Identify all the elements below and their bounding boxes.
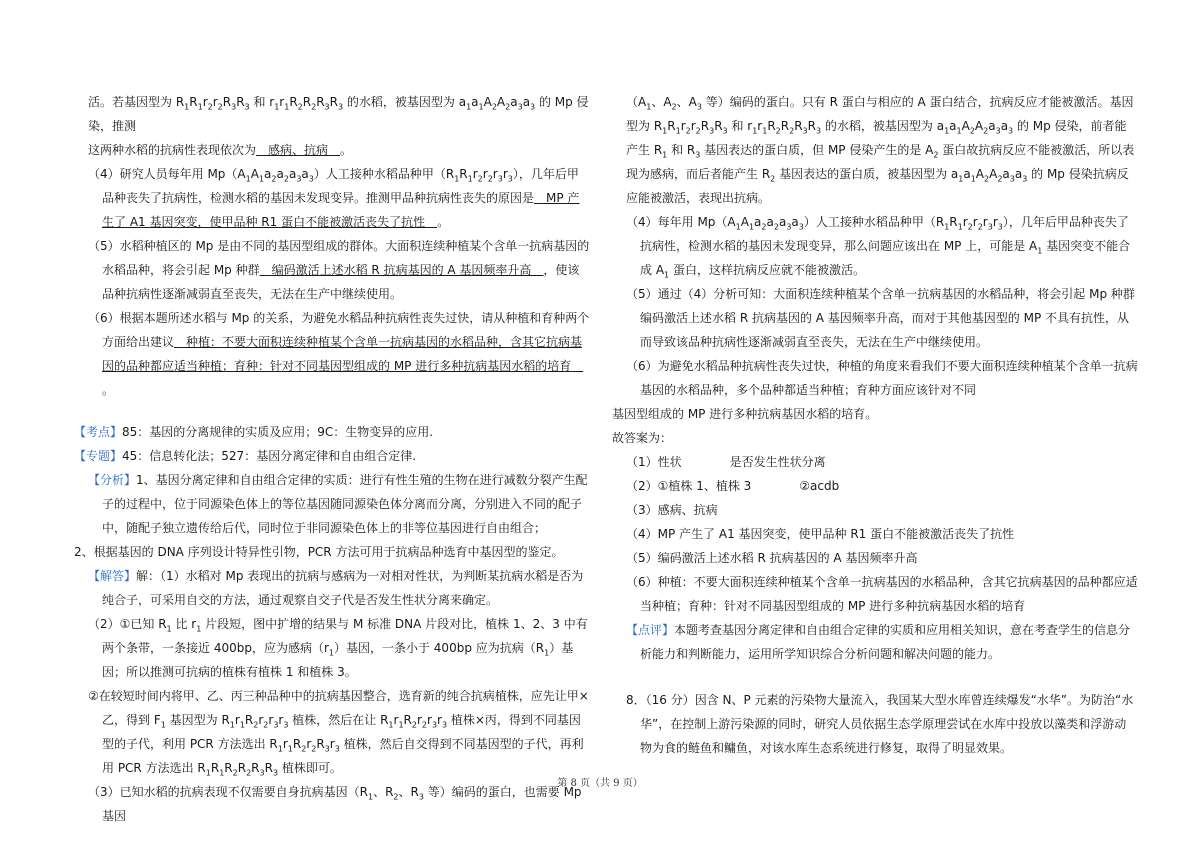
right-paragraph: 【点评】本题考查基因分离定律和自由组合定律的实质和应用相关知识，意在考查学生的信息分析能力和判断能力，运用所学知识综合分析问题和解决问题的能力。 — [626, 623, 1131, 661]
left-paragraph: 【分析】1、基因分离定律和自由组合定律的实质：进行有性生殖的生物在进行减数分裂产生配子的过程中，位于同源染色体上的等位基因随同源染色体分离而分离，分别进入不同的配子中，随配子独立遗传给后代，同时位于非同源染色体上的非等位基因进行自由组合； — [88, 473, 588, 535]
right-paragraph: （6）种植：不要大面积连续种植某个含单一抗病基因的水稻品种，含其它抗病基因的品种都应适当种植；育种：针对不同基因型组成的 MP 进行多种抗病基因水稻的培育 — [626, 575, 1138, 613]
right-column — [612, 90, 1138, 760]
left-paragraph: 活。若基因型为 $R_1R_1r_2r_2R_3R_3$ 和 $r_1r_1R_2R_2R_3R_3$ 的水稻，被基因型为 $a_1a_1A_2A_2a_3a_3$ 的 Mp 侵染，推测 — [88, 95, 589, 133]
right-paragraph: 故答案为： — [612, 431, 673, 445]
right-paragraph: （5）通过（4）分析可知：大面积连续种植某个含单一抗病基因的水稻品种，将会引起 Mp 种群编码激活上述水稻 R 抗病基因的 A 基因频率升高，而对于其他基因型的 MP 不具有抗性，从而导致该品种抗病性逐渐减弱直至丧失，无法在生产中继续使用。 — [626, 287, 1135, 349]
right-paragraph: （4）每年用 $Mp(A_1A_1a_2a_2a_3a_3)$人工接种水稻品种甲$(R_1R_1r_2r_2r_3r_3)$，几年后甲品种丧失了抗病性，检测水稻的基因未发现变异，那么问题应该出在 MP 上，可能是 $A_1$ 基因突变不能合成 $A_1$ 蛋白，这样抗病反应就不能被激活。 — [626, 215, 1131, 280]
right-paragraph: （$A_1$、$A_2$、$A_3$ 等）编码的蛋白。只有 R 蛋白与相应的 A 蛋白结合，抗病反应才能被激活。基因型为 $R_1R_1r_2r_2R_3R_3$ 和 $r_1r_1R_2R_2R_3R_3$ 的水稻，被基因型为 $a_1a_1A_2A_2a_3a_3$ 的 Mp 侵染，前者能产生 $R_1$ 和 $R_3$ 基因表达的蛋白质，但 MP 侵染产生的是 $A_2$ 蛋白故抗病反应不能被激活，所以表现为感病，而后者能产生 $R_2$ 基因表达的蛋白质，被基因型为 $a_1a_1A_2A_2a_3a_3$ 的 Mp 侵染抗病反应能被激活，表现出抗病。 — [626, 95, 1135, 205]
right-paragraph: （6）为避免水稻品种抗病性丧失过快，种植的角度来看我们不要大面积连续种植某个含单一抗病基因的水稻品种，多个品种都适当种植；育种方面应该针对不同 — [626, 359, 1138, 397]
left-paragraph: ②在较短时间内将甲、乙、丙三种品种中的抗病基因整合，选育新的纯合抗病植株，应先让甲×乙，得到 $F_1$ 基因型为 $R_1r_1R_2r_2r_3r_3$ 植株，然后在让 $R_1r_1R_2r_2r_3r_3$ 植株×丙，得到不同基因型的子代，利用 PCR 方法选出 $R_1r_1R_2r_2R_3r_3$ 植株，然后自交得到不同基因型的子代，再利用 PCR 方法选出 $R_1R_1R_2R_2R_3R_3$ 植株即可。 — [88, 689, 589, 778]
left-paragraph: （6）根据本题所述水稻与 Mp 的关系，为避免水稻品种抗病性丧失过快，请从种植和育种两个方面给出建议 种植：不要大面积连续种植某个含单一抗病基因的水稻品种，含其它抗病基因的品种都应适当种植；育种：针对不同基因型组成的 MP 进行多种抗病基因水稻的培育 。 — [88, 311, 590, 397]
left-paragraph: （4）研究人员每年用 $Mp(A_1A_1a_2a_2a_3a_3)$人工接种水稻品种甲$(R_1R_1r_2r_2r_3r_3)$，几年后甲品种丧失了抗病性，检测水稻的基因未发现变异。推测甲品种抗病性丧失的原因是 MP 产生了 A1 基因突变，使甲品种 R1 蛋白不能被激活丧失了抗性 。 — [88, 167, 580, 229]
page-footer: 第 8 页（共 9 页） — [557, 778, 643, 789]
right-paragraph — [612, 666, 1138, 688]
left-paragraph: 【考点】85：基因的分离规律的实质及应用；9C：生物变异的应用. — [74, 425, 434, 439]
left-paragraph: （2）①已知 $R_1$ 比 $r_1$ 片段短，图中扩增的结果与 M 标准 DNA 片段对比，植株 1、2、3 中有两个条带，一条接近 400bp，应为感病$(r_1)$基因，一条小于 400bp 应为抗病$(R_1)$基因；所以推测可抗病的植株有植株 1 和植株 3。 — [88, 617, 588, 679]
right-paragraph: （4）MP 产生了 A1 基因突变，使甲品种 R1 蛋白不能被激活丧失了抗性 — [626, 527, 1015, 541]
right-paragraph: 8．（16 分）因含 N、P 元素的污染物大量流入，我国某大型水库曾连续爆发“水华”。为防治“水华”，在控制上游污染源的同时，研究人员依据生态学原理尝试在水库中投放以藻类和浮游动物为食的鲢鱼和鳙鱼，对该水库生态系统进行修复，取得了明显效果。 — [626, 693, 1134, 755]
right-paragraph: （2）①植株 1、植株 3 ②acdb — [626, 479, 840, 493]
right-paragraph: （1）性状 是否发生性状分离 — [626, 455, 826, 469]
left-paragraph: 【专题】45：信息转化法；527：基因分离定律和自由组合定律. — [74, 449, 417, 463]
left-paragraph: （3）已知水稻的抗病表现不仅需要自身抗病基因（$R_1$、$R_2$、$R_3$ 等）编码的蛋白，也需要 Mp 基因 — [88, 785, 582, 823]
right-paragraph: （3）感病、抗病 — [626, 503, 718, 517]
left-paragraph: 【解答】解：（1）水稻对 Mp 表现出的抗病与感病为一对相对性状，为判断某抗病水稻是否为纯合子，可采用自交的方法，通过观察自交子代是否发生性状分离来确定。 — [88, 569, 584, 607]
right-paragraph: 基因型组成的 MP 进行多种抗病基因水稻的培育。 — [612, 407, 878, 421]
left-paragraph: 这两种水稻的抗病性表现依次为 感病、抗病 。 — [88, 143, 353, 157]
left-paragraph — [74, 402, 590, 420]
left-paragraph: （5）水稻种植区的 Mp 是由不同的基因型组成的群体。大面积连续种植某个含单一抗病基因的水稻品种，将会引起 Mp 种群 编码激活上述水稻 R 抗病基因的 A 基因频率升高 ，使该品种抗病性逐渐减弱直至丧失，无法在生产中继续使用。 — [88, 239, 590, 301]
left-paragraph: 2、根据基因的 DNA 序列设计特异性引物，PCR 方法可用于抗病品种选育中基因型的鉴定。 — [74, 545, 564, 559]
left-column — [74, 90, 590, 828]
right-paragraph: （5）编码激活上述水稻 R 抗病基因的 A 基因频率升高 — [626, 551, 918, 565]
